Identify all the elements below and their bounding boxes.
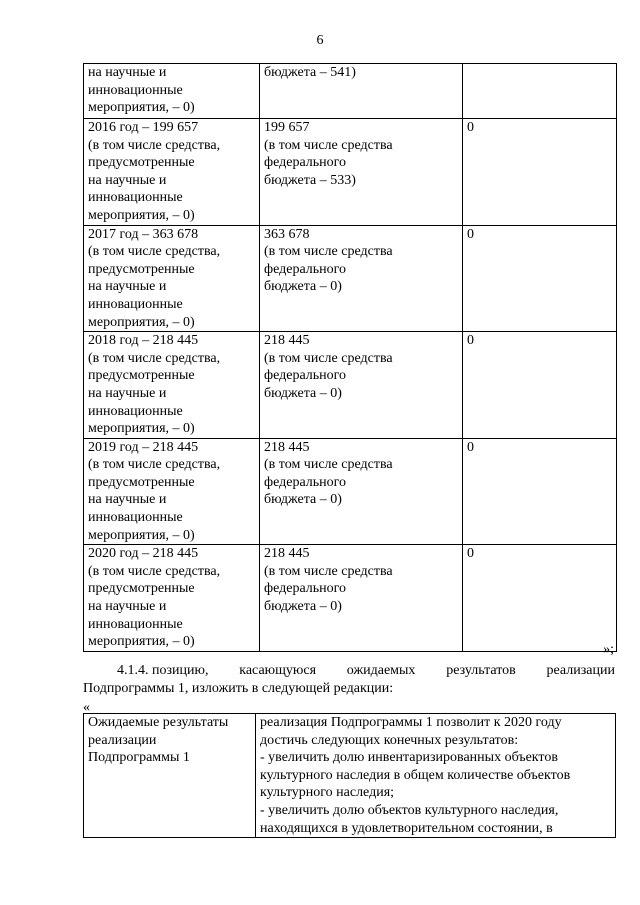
cell-line: инновационные — [88, 190, 183, 206]
cell-line: на научные и — [88, 385, 167, 401]
paragraph-word: 4.1.4. позицию, — [117, 663, 209, 678]
cell-line: 218 445 — [264, 333, 310, 349]
budget-cell-col2 — [260, 225, 463, 332]
budget-cell-col3 — [463, 438, 617, 545]
cell-line: 0 — [467, 439, 474, 455]
paragraph-word: касающуюся — [239, 663, 317, 678]
cell-line: (в том числе средства — [264, 457, 393, 473]
paragraph-word: результатов — [446, 663, 516, 678]
cell-line: на научные и — [88, 492, 167, 508]
budget-table — [83, 63, 617, 652]
cell-line: инновационные — [88, 510, 183, 526]
cell-line: мероприятия, – 0) — [88, 527, 195, 543]
cell-line: бюджета – 541) — [264, 65, 356, 80]
results-table — [83, 713, 616, 838]
cell-line: инновационные — [88, 296, 183, 312]
cell-line: реализации — [88, 732, 157, 748]
cell-line: бюджета – 0) — [264, 492, 342, 508]
opening-quote: « — [83, 700, 90, 715]
budget-cell-col3 — [463, 545, 617, 652]
cell-line: - увеличить долю объектов культурного наследия, — [260, 802, 559, 818]
cell-line: федерального — [264, 474, 347, 490]
results-content-cell — [256, 714, 616, 838]
cell-line — [467, 64, 616, 82]
cell-line: (в том числе средства, — [88, 137, 221, 153]
cell-line: бюджета – 0) — [264, 599, 342, 615]
cell-line: инновационные — [88, 403, 183, 419]
budget-cell-col1 — [84, 64, 260, 119]
paragraph-word: ожидаемых — [346, 663, 416, 678]
cell-line: 363 678 — [264, 226, 310, 242]
cell-line: предусмотренные — [88, 368, 195, 384]
budget-cell-col2 — [260, 64, 463, 119]
cell-line: (в том числе средства — [264, 563, 393, 579]
cell-line: федерального — [264, 368, 347, 384]
results-row — [84, 714, 616, 838]
cell-line: мероприятия, – 0) — [88, 100, 195, 116]
cell-line: - увеличить долю инвентаризированных объектов — [260, 750, 558, 766]
cell-line: 0 — [467, 226, 474, 242]
paragraph-word: реализации — [546, 663, 615, 678]
cell-line: (в том числе средства — [264, 350, 393, 366]
cell-line: (в том числе средства — [264, 244, 393, 260]
cell-line: инновационные — [88, 82, 183, 98]
cell-line: мероприятия, – 0) — [88, 207, 195, 223]
budget-row — [84, 225, 617, 332]
budget-cell-col3 — [463, 332, 617, 439]
cell-line: 218 445 — [264, 439, 310, 455]
budget-row — [84, 438, 617, 545]
cell-line: бюджета – 0) — [264, 385, 342, 401]
paragraph-line-2: Подпрограммы 1, изложить в следующей редакции: — [83, 681, 394, 696]
budget-cell-col2 — [260, 332, 463, 439]
cell-line: 2019 год – 218 445 — [88, 439, 199, 455]
cell-line: (в том числе средства, — [88, 563, 221, 579]
cell-line: мероприятия, – 0) — [88, 421, 195, 437]
cell-line: 0 — [467, 333, 474, 349]
cell-line: мероприятия, – 0) — [88, 634, 195, 650]
page-number: 6 — [316, 33, 324, 48]
cell-line: на научные и — [88, 65, 167, 80]
budget-cell-col1 — [84, 332, 260, 439]
paragraph-line-1 — [83, 662, 615, 680]
results-label-cell — [84, 714, 256, 838]
budget-cell-col1 — [84, 438, 260, 545]
cell-line: (в том числе средства, — [88, 244, 221, 260]
cell-line: на научные и — [88, 599, 167, 615]
cell-line: 0 — [467, 120, 474, 135]
cell-line: (в том числе средства, — [88, 457, 221, 473]
cell-line: достичь следующих конечных результатов: — [260, 732, 519, 748]
cell-line: мероприятия, – 0) — [88, 314, 195, 330]
cell-line: предусмотренные — [88, 155, 195, 171]
cell-line: 2016 год – 199 657 — [88, 120, 199, 135]
cell-line: 2020 год – 218 445 — [88, 546, 199, 562]
budget-cell-col1 — [84, 225, 260, 332]
cell-line: 199 657 — [264, 120, 310, 135]
cell-line: Ожидаемые результаты — [88, 715, 229, 730]
cell-line: на научные и — [88, 172, 167, 188]
budget-cell-col3 — [463, 119, 617, 226]
cell-line: федерального — [264, 155, 347, 171]
cell-line: предусмотренные — [88, 581, 195, 597]
cell-line: предусмотренные — [88, 261, 195, 277]
budget-cell-col1 — [84, 545, 260, 652]
cell-line: реализация Подпрограммы 1 позволит к 2020 году — [260, 715, 562, 730]
cell-line: 2018 год – 218 445 — [88, 333, 199, 349]
budget-row — [84, 545, 617, 652]
cell-line: на научные и — [88, 279, 167, 295]
cell-line: 2017 год – 363 678 — [88, 226, 199, 242]
cell-line: культурного наследия в общем количестве объектов — [260, 767, 571, 783]
cell-line: инновационные — [88, 616, 183, 632]
cell-line: находящихся в удовлетворительном состоянии, в — [260, 820, 553, 836]
budget-row — [84, 332, 617, 439]
amendment-paragraph — [83, 662, 615, 698]
cell-line: (в том числе средства — [264, 137, 393, 153]
cell-line: предусмотренные — [88, 474, 195, 490]
budget-cell-col3 — [463, 225, 617, 332]
cell-line: Подпрограммы 1 — [88, 750, 190, 766]
cell-line: бюджета – 533) — [264, 172, 356, 188]
cell-line: 0 — [467, 546, 474, 562]
cell-line: федерального — [264, 261, 347, 277]
cell-line: бюджета – 0) — [264, 279, 342, 295]
cell-line: (в том числе средства, — [88, 350, 221, 366]
budget-cell-col2 — [260, 119, 463, 226]
cell-line: федерального — [264, 581, 347, 597]
closing-quote: »; — [603, 642, 614, 657]
budget-row — [84, 64, 617, 119]
budget-cell-col2 — [260, 545, 463, 652]
cell-line: культурного наследия; — [260, 785, 395, 801]
budget-row — [84, 119, 617, 226]
cell-line: 218 445 — [264, 546, 310, 562]
budget-cell-col2 — [260, 438, 463, 545]
budget-cell-col1 — [84, 119, 260, 226]
budget-cell-col3 — [463, 64, 617, 119]
